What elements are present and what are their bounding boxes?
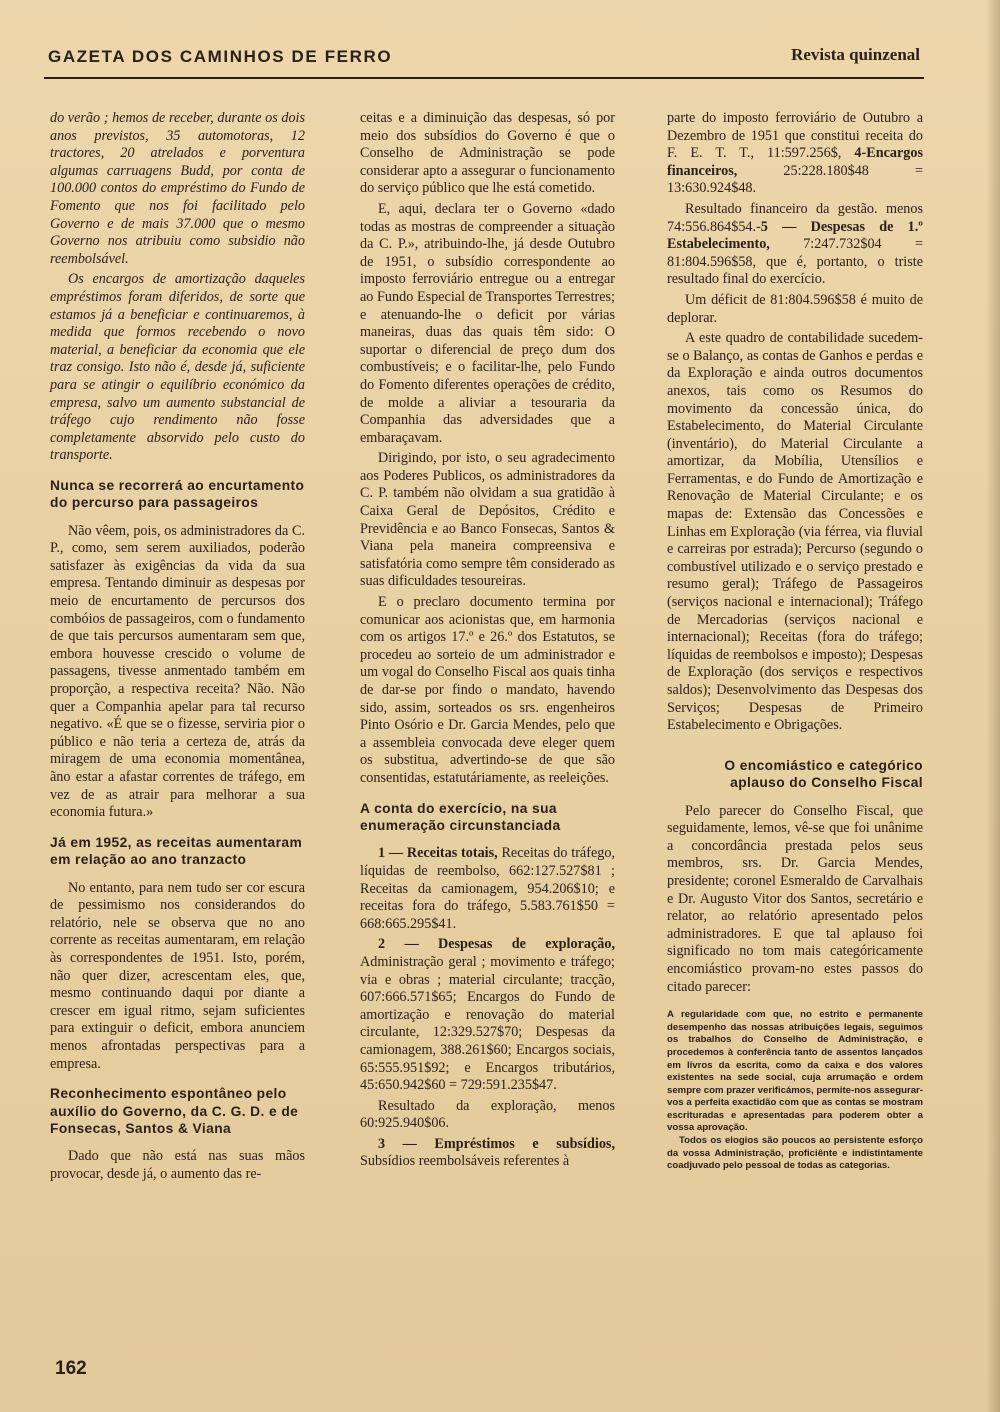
col1-intro: do verão ; hemos de receber, durante os dois anos previstos, 35 automotoras, 12 tractores, 20 atrelados e porventura algumas carruagens Budd, por conta de 100.000 contos do empréstimo do Fundo de Fomento que nos foi facilitado pelo Governo e de mais 37.000 que o mesmo Governo nos atribuiu como subsidio não reembolsável. xyxy=(50,110,305,267)
col3-heading-1: O encomiástico e categórico aplauso do Conselho Fiscal xyxy=(724,757,923,791)
despesas-text: Administração geral ; movimento e tráfego; via e obras ; material circulante; tracção, 607:666.571$65; Encargos do Fundo de amortização e renovação do material circulante, 12:329.527$70; Despesas da camionagem, 388.261$60; Encargos sociais, 65:555.951$92; e Encargos tributários, 45:650.942$60 = 729:591.235$47. xyxy=(360,953,615,1094)
column-1 xyxy=(50,110,305,1187)
estabelecimento-lead: 5 — Despesas de 1.º Estabelecimento, xyxy=(667,218,923,253)
column-3 xyxy=(667,110,923,1173)
emprestimos-lead: 3 — Empréstimos e subsídios, xyxy=(378,1135,615,1152)
col2-paragraph-1: ceitas e a diminuição das despesas, só por meio dos subsídios do Governo é que o Conselho de Administração se pode considerar apto a assegurar o funcionamento do serviço público que lhe está cometido. xyxy=(360,110,615,197)
journal-title: GAZETA DOS CAMINHOS DE FERRO xyxy=(48,47,393,66)
col1-heading-1: Nunca se recorrerá ao encurtamento do percurso para passageiros xyxy=(50,477,305,511)
encargos-lead: 4-Encargos financeiros, xyxy=(667,145,923,179)
col1-paragraph-3: Não vêem, pois, os administradores da C. P., como, sem serem auxiliados, poderão satisfazer às exigências da vida da sua empresa. Tentando diminuir as despesas por meio de encurtamento de percursos dos combóios de passageiros, com o fundamento de que tais percursos aumentaram sem que, embora houvesse crescido o volume de passagens, tivesse anmentado também em proporção, a respectiva receita? Não. Não quer a Companhia apelar para tal recurso negativo. «É que se o fizesse, serviria pior o público e não teria a certeza de, atrás da miragem de uma economia momentânea, ãno estar a afastar correntes de tráfego, em vez de as atrair para melhorar a sua economia futura.» xyxy=(50,522,305,821)
col3-paragraph-2 xyxy=(667,201,923,289)
col3-p1-text: parte do imposto ferroviário de Outubro a Dezembro de 1951 que constitui receita do F. E. T. T., 11:597.256$, xyxy=(667,110,923,162)
col1-heading-3: Reconhecimento espontâneo pelo auxílio do Governo, da C. G. D. e de Fonsecas, Santos & Viana xyxy=(50,1086,299,1136)
page-number: 162 xyxy=(55,1358,87,1379)
quote-paragraph-2: Todos os elogios são poucos ao persistente esforço da vossa Administração, proficiênte e indistintamente coadjuvado pelo pessoal de todas as categorias. xyxy=(667,1135,923,1172)
col3-paragraph-5: Pelo parecer do Conselho Fiscal, que seguidamente, lemos, vê-se que foi unânime a concordância prestada pelos seus membros, srs. Dr. Garcia Mendes, presidente; coronel Esmeraldo de Carvalhais e Dr. Augusto Vitor dos Santos, secretário e relator, ao relatório apresentado pelos administradores. E que tal aplauso foi significado no tom mais categóricamente encomiástico provam-no estes passos do citado parecer: xyxy=(667,802,923,995)
col2-receitas-paragraph xyxy=(360,845,615,933)
receitas-text: Receitas do tráfego, líquidas de reembolso, 662:127.527$81 ; Receitas da camionagem, 954.206$10; e receitas fora do tráfego, 5.583.761$50 = 668:665.295$41. xyxy=(360,845,615,932)
quote-paragraph-1: A regularidade com que, no estrito e permanente desempenho das nossas atribuições legais, seguimos os trabalhos do Conselho de Administração, e procedemos à conferência tanto de assentos lançados em livros da escrita, como da caixa e dos valores existentes na sede social, cuja arrumação e ordem sempre com prazer verificámos, permite-nos assegurar-vos a perfeita exactidão com que as contas se mostram escrituradas e apresentadas para poderem obter a vossa aprovação. xyxy=(667,1009,923,1134)
col1-paragraph-5: Dado que não está nas suas mãos provocar, desde já, o aumento das re- xyxy=(50,1148,305,1182)
col3-p1-tail: 25:228.180$48 = 13:630.924$48. xyxy=(667,162,923,197)
column-2 xyxy=(360,110,615,1174)
col2-despesas-paragraph xyxy=(360,936,615,1094)
col2-paragraph-3: Dirigindo, por isto, o seu agradecimento aos Poderes Publicos, os administradores da C. P. também não olvidam a sua gratidão à Caixa Geral de Depósitos, Crédito e Previdência e ao Banco Fonsecas, Santos & Viana pela maneira compreensiva e satisfatória como sempre têm considerado as suas dificuldades tesoureiras. xyxy=(360,450,615,590)
col2-paragraph-2: E, aqui, declara ter o Governo «dado todas as mostras de compreender a situação da C. P.», atribuindo-lhe, já desde Outubro de 1951, o subsídio correspondente ao imposto ferroviário entregue ou a entregar ao Fundo Especial de Transportes Terrestres; e atenuando-lhe o deficit por várias maneiras, duas das quais têm sido: O suportar o diferencial de preço dum dos combustíveis; e o facilitar-lhe, pelo Fundo do Fomento diferentes operações de crédito, de molde a aliviar a tesouraria da Companhia das adversidades que a embaraçavam. xyxy=(360,200,615,446)
col2-paragraph-4: E o preclaro documento termina por comunicar aos acionistas que, em harmonia com os artigos 17.º e 26.º dos Estatutos, se procedeu ao sorteio de um administrador e um vogal do Conselho Fiscal aos quais tinha de dar-se por findo o mandato, havendo sido, assim, sorteados os srs. engenheiros Pinto Osório e Dr. Garcia Mendes, pelo que a assembleia convocada deve eleger quem os substitua, advertindo-se de que são consentidas, estatutáriamente, as reeleições. xyxy=(360,594,615,786)
col2-emprestimos-paragraph xyxy=(360,1136,615,1171)
journal-subtitle: Revista quinzenal xyxy=(791,45,920,64)
col1-heading-2: Já em 1952, as receitas aumentaram em relação ao ano tranzacto xyxy=(50,834,303,868)
col3-paragraph-1 xyxy=(667,110,923,198)
col3-p2-tail: 7:247.732$04 = 81:804.596$58, que é, portanto, o triste resultado final do exercício. xyxy=(667,236,923,288)
col3-paragraph-3: Um déficit de 81:804.596$58 é muito de deplorar. xyxy=(667,291,923,326)
header-rule xyxy=(44,77,924,79)
col3-p2-text: Resultado financeiro da gestão. menos 74:556.864$54.- xyxy=(667,200,923,235)
council-quote xyxy=(667,1009,923,1173)
col1-paragraph-2: Os encargos de amortização daqueles empréstimos foram diferidos, de sorte que estamos já a beneficiar e continuaremos, à medida que formos recebendo o novo material, a beneficiar da economia que ele traz consigo. Isto não é, desde já, suficiente para se atingir o equilíbrio económico da empresa, salvo um aumento substancial de tráfego cujo rendimento não fosse completamente absorvido pelo custo do transporte. xyxy=(50,271,305,464)
col3-paragraph-4: A este quadro de contabilidade sucedem-se o Balanço, as contas de Ganhos e perdas e da Exploração e ainda outros documentos anexos, tais como os Resumos do movimento da concessão única, do Estabelecimento, do Material Circulante (inventário), do Material Circulante a amortizar, da Mobília, Utensílios e Ferramentas, e do Fundo de Amortização e Renovação de Material Circulante; e os mapas de: Extensão das Concessões e Linhas em Exploração (via férrea, via fluvial e carreiras por estrada); Percurso (segundo o combustível utilizado e o serviço prestado e resumo geral); Tráfego de Passageiros (serviços nacional e internacional); Tráfego de Mercadorias (serviços nacional e internacional); Receitas (fora do tráfego; líquidas de reembolsos e imposto); Despesas de Exploração (dos serviços e respectivos saldos); Desenvolvimento das Despesas dos Serviços; Despesas de Primeiro Estabelecimento e Obrigações. xyxy=(667,330,923,734)
emprestimos-text: Subsídios reembolsáveis referentes à xyxy=(360,1153,570,1170)
quote-spacer xyxy=(667,999,923,1009)
col2-heading-1: A conta do exercício, na sua enumeração circunstanciada xyxy=(360,800,561,833)
despesas-lead: 2 — Despesas de exploração, xyxy=(378,936,615,953)
receitas-lead: 1 — Receitas totais, xyxy=(378,845,498,862)
col1-paragraph-4: No entanto, para nem tudo ser cor escura de pessimismo nos considerandos do relatório, nele se observa que no ano corrente as receitas aumentaram, em relação às correspondentes de 1951. Isto, porém, não quer dizer, acrescentam eles, que, mesmo continuando daqui por diante a crescer em igual ritmo, sejam suficientes para extinguir o deficit, embora anunciem menos afrontadas perspectivas para a empresa. xyxy=(50,879,305,1072)
page-edge-shadow xyxy=(986,0,1000,1412)
col2-resultado-paragraph: Resultado da exploração, menos 60:925.940$06. xyxy=(360,1097,615,1132)
